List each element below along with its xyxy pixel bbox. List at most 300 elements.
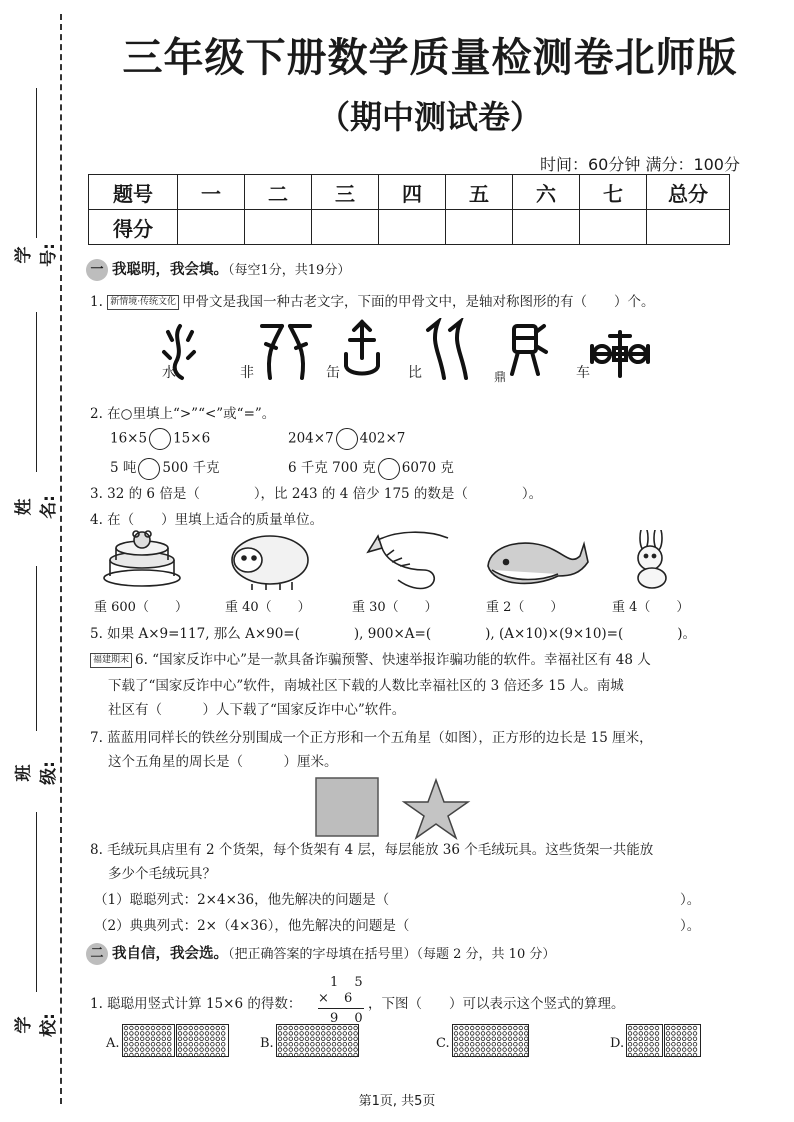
question-4: 4. 在（ ）里填上适合的质量单位。 [90, 512, 324, 528]
compare-item [110, 428, 210, 450]
grid-dot [497, 1037, 501, 1041]
question-6-line-2: 下载了“国家反诈中心”软件，南城社区下载的人数比幸福社区的 3 倍还多 15 人。南城 [108, 678, 624, 694]
grid-dot [514, 1042, 518, 1046]
grid-dot [327, 1042, 331, 1046]
grid-dot [688, 1042, 692, 1046]
class-label: 班级: [14, 761, 59, 785]
option-label[interactable]: C. [436, 1036, 450, 1051]
question-1-tag: 新情境·传统文化 [107, 295, 179, 310]
score-table [88, 174, 730, 245]
grid-dot [211, 1042, 215, 1046]
grid-dot [278, 1048, 282, 1052]
grid-dot [178, 1048, 182, 1052]
grid-dot [124, 1037, 128, 1041]
grid-dot [481, 1026, 485, 1030]
grid-dot [343, 1037, 347, 1041]
option-label[interactable]: D. [610, 1036, 625, 1051]
question-1 [90, 290, 655, 310]
grid-dot [519, 1042, 523, 1046]
grid-dot [162, 1048, 166, 1052]
grid-dot [289, 1037, 293, 1041]
grid-dot [514, 1048, 518, 1052]
grid-dot [284, 1032, 288, 1036]
grid-dot [178, 1032, 182, 1036]
grid-dot [634, 1037, 638, 1041]
grid-dot [321, 1048, 325, 1052]
student-id-label: 学号: [14, 243, 59, 267]
weight-label: 重 600（ ） [94, 600, 188, 615]
grid-dot [354, 1026, 358, 1030]
grid-dot [481, 1042, 485, 1046]
question-7-line-2: 这个五角星的周长是（ ）厘米。 [108, 754, 338, 770]
grid-dot [140, 1037, 144, 1041]
grid-dot [672, 1032, 676, 1036]
grid-dot [211, 1032, 215, 1036]
grid-dot [514, 1037, 518, 1041]
grid-dot [216, 1032, 220, 1036]
lobster-icon [368, 532, 448, 588]
grid-dot [492, 1042, 496, 1046]
binding-dashed-line [60, 14, 62, 1104]
grid-dot [688, 1026, 692, 1030]
grid-dot [205, 1032, 209, 1036]
grid-dot [124, 1048, 128, 1052]
grid-dot [194, 1037, 198, 1041]
grid-dot [682, 1042, 686, 1046]
grid-dot [305, 1026, 309, 1030]
question-6-text: 6. “国家反诈中心”是一款具备诈骗预警、快速举报诈骗功能的软件。幸福社区有 48 人 [135, 652, 651, 668]
grid-dot [644, 1037, 648, 1041]
grid-dot [289, 1032, 293, 1036]
grid-dot [682, 1026, 686, 1030]
grid-dot [205, 1026, 209, 1030]
grid-dot [221, 1026, 225, 1030]
vertical-result: 9 0 [330, 1011, 369, 1026]
grid-dot [316, 1048, 320, 1052]
question-8-sub-1-end: ）。 [680, 892, 701, 908]
grid-dot [644, 1048, 648, 1052]
grid-dot [162, 1026, 166, 1030]
grid-dot [332, 1032, 336, 1036]
rabbit-icon [638, 530, 666, 588]
score-cell[interactable] [245, 210, 312, 245]
school-label: 学校: [14, 1013, 59, 1037]
grid-dot [465, 1042, 469, 1046]
grid-dot [639, 1032, 643, 1036]
grid-dot [194, 1032, 198, 1036]
grid-dot [677, 1042, 681, 1046]
option-label[interactable]: A. [106, 1036, 120, 1051]
grid-dot [460, 1048, 464, 1052]
grid-dot [321, 1042, 325, 1046]
score-header-cell: 一 [178, 175, 245, 210]
grid-dot [338, 1042, 342, 1046]
grid-dot [508, 1048, 512, 1052]
compare-left: 16×5 [110, 430, 148, 447]
name-line [36, 312, 37, 472]
score-cell[interactable] [312, 210, 379, 245]
grid-dot [289, 1042, 293, 1046]
grid-dot [294, 1032, 298, 1036]
grid-dot [184, 1037, 188, 1041]
grid-dot [157, 1026, 161, 1030]
grid-dot [216, 1037, 220, 1041]
compare-item [110, 456, 219, 480]
grid-dot [311, 1032, 315, 1036]
score-cell[interactable] [647, 210, 730, 245]
section-2-header [86, 942, 555, 965]
question-8-sub-1: （1）聪聪列式：2×4×36，他先解决的问题是（ [94, 892, 390, 908]
grid-dot [316, 1037, 320, 1041]
grid-dot [157, 1037, 161, 1041]
grid-dot [524, 1042, 528, 1046]
grid-dot [514, 1026, 518, 1030]
score-header-cell: 三 [312, 175, 379, 210]
grid-dot [348, 1037, 352, 1041]
grid-dot [465, 1026, 469, 1030]
grid-dot [157, 1032, 161, 1036]
grid-dot [503, 1037, 507, 1041]
grid-dot [634, 1032, 638, 1036]
section-1-note: （每空1分，共19分） [228, 263, 351, 278]
grid-dot [338, 1026, 342, 1030]
page-footer: 第1页, 共5页 [358, 1094, 436, 1109]
grid-dot [476, 1032, 480, 1036]
grid-dot [470, 1048, 474, 1052]
grid-dot [348, 1026, 352, 1030]
grid-dot [157, 1048, 161, 1052]
grid-dot [688, 1037, 692, 1041]
grid-dot [205, 1037, 209, 1041]
grid-dot [470, 1032, 474, 1036]
grid-dot [693, 1037, 697, 1041]
grid-dot [311, 1037, 315, 1041]
grid-dot [465, 1037, 469, 1041]
grid-dot [189, 1037, 193, 1041]
grid-dot [487, 1032, 491, 1036]
grid-dot [688, 1032, 692, 1036]
score-cell[interactable] [178, 210, 245, 245]
grid-dot [189, 1048, 193, 1052]
grid-dot [470, 1042, 474, 1046]
grid-dot [343, 1042, 347, 1046]
grid-dot [508, 1026, 512, 1030]
grid-dot [454, 1048, 458, 1052]
school-line [36, 812, 37, 992]
grid-dot [639, 1042, 643, 1046]
grid-dot [221, 1042, 225, 1046]
glyph-che-icon [592, 332, 648, 376]
grid-dot [294, 1026, 298, 1030]
square-shape [316, 778, 378, 836]
question-6-tag: 福建期末 [90, 653, 132, 668]
question-1-text: 甲骨文是我国一种古老文字，下面的甲骨文中，是轴对称图形的有（ ）个。 [182, 294, 655, 310]
grid-dot [289, 1048, 293, 1052]
name-label: 姓名: [14, 495, 59, 519]
grid-dot [135, 1048, 139, 1052]
question-9-text-before: 1. 聪聪用竖式计算 15×6 的得数： [90, 996, 302, 1012]
grid-dot [650, 1026, 654, 1030]
grid-dot [130, 1048, 134, 1052]
grid-dot [184, 1048, 188, 1052]
grid-dot [316, 1026, 320, 1030]
grid-dot [470, 1026, 474, 1030]
grid-dot [524, 1037, 528, 1041]
weight-label: 重 4（ ） [612, 600, 690, 615]
question-7-line-1: 7. 蓝蓝用同样长的铁丝分别围成一个正方形和一个五角星（如图），正方形的边长是 15 厘米， [90, 730, 653, 746]
compare-item [288, 428, 405, 450]
grid-dot [693, 1026, 697, 1030]
grid-dot [146, 1026, 150, 1030]
grid-dot [693, 1048, 697, 1052]
grid-dot [503, 1042, 507, 1046]
grid-dot [178, 1037, 182, 1041]
grid-dot [327, 1032, 331, 1036]
grid-dot [332, 1026, 336, 1030]
grid-dot [644, 1026, 648, 1030]
grid-dot [519, 1026, 523, 1030]
option-c-dot-grid[interactable] [452, 1024, 530, 1058]
grid-dot [151, 1026, 155, 1030]
grid-dot [460, 1037, 464, 1041]
score-header-cell: 六 [513, 175, 580, 210]
section-2-note: （把正确答案的字母填在括号里）（每题 2 分，共 10 分） [228, 947, 556, 962]
grid-dot [519, 1032, 523, 1036]
grid-dot [465, 1048, 469, 1052]
grid-dot [492, 1048, 496, 1052]
grid-dot [476, 1026, 480, 1030]
option-b-dot-grid[interactable] [276, 1024, 360, 1058]
compare-right: 402×7 [359, 430, 406, 447]
grid-dot [178, 1042, 182, 1046]
section-1-header [86, 258, 350, 281]
question-8-sub-2: （2）典典列式：2×（4×36），他先解决的问题是（ [94, 918, 410, 934]
score-header-cell: 总分 [647, 175, 730, 210]
grid-dot [487, 1042, 491, 1046]
score-header-cell: 二 [245, 175, 312, 210]
grid-dot [343, 1048, 347, 1052]
section-2-badge: 二 [86, 943, 108, 965]
grid-dot [300, 1042, 304, 1046]
grid-dot [130, 1042, 134, 1046]
grid-dot [140, 1042, 144, 1046]
grid-dot [194, 1026, 198, 1030]
grid-dot [135, 1026, 139, 1030]
grid-dot [655, 1037, 659, 1041]
question-6-line-3: 社区有（ ）人下载了“国家反诈中心”软件。 [108, 702, 406, 718]
grid-dot [178, 1026, 182, 1030]
vertical-operator: × [318, 991, 335, 1006]
grid-dot [644, 1042, 648, 1046]
grid-dot [338, 1037, 342, 1041]
compare-item [288, 456, 454, 480]
grid-dot [167, 1042, 171, 1046]
grid-dot [151, 1042, 155, 1046]
grid-dot [492, 1037, 496, 1041]
question-2: 2. 在○里填上“>”“<”或“=”。 [90, 406, 276, 422]
grid-dot [354, 1048, 358, 1052]
grid-dot [677, 1048, 681, 1052]
grid-dot [200, 1032, 204, 1036]
grid-dot [492, 1026, 496, 1030]
grid-dot [634, 1026, 638, 1030]
grid-dot [348, 1048, 352, 1052]
grid-dot [294, 1048, 298, 1052]
star-shape [404, 780, 468, 838]
time-info: 时间：60分钟 满分：100分 [540, 155, 740, 174]
grid-dot [305, 1042, 309, 1046]
score-header-cell: 七 [580, 175, 647, 210]
grid-dot [454, 1032, 458, 1036]
grid-dot [200, 1048, 204, 1052]
compare-circle[interactable] [336, 428, 358, 450]
grid-dot [289, 1026, 293, 1030]
grid-dot [628, 1037, 632, 1041]
grid-dot [300, 1048, 304, 1052]
grid-dot [666, 1048, 670, 1052]
grid-dot [524, 1048, 528, 1052]
grid-dot [200, 1042, 204, 1046]
grid-dot [146, 1042, 150, 1046]
grid-dot [284, 1042, 288, 1046]
grid-dot [278, 1042, 282, 1046]
grid-dot [284, 1037, 288, 1041]
grid-dot [327, 1048, 331, 1052]
glyph-label: 水 [162, 365, 176, 381]
grid-dot [135, 1042, 139, 1046]
score-cell[interactable] [446, 210, 513, 245]
grid-dot [508, 1042, 512, 1046]
grid-dot [519, 1048, 523, 1052]
grid-dot [338, 1048, 342, 1052]
grid-dot [672, 1037, 676, 1041]
grid-dot [294, 1037, 298, 1041]
grid-dot [497, 1042, 501, 1046]
grid-dot [278, 1032, 282, 1036]
compare-circle[interactable] [138, 458, 160, 480]
grid-dot [162, 1037, 166, 1041]
grid-dot [221, 1037, 225, 1041]
grid-dot [221, 1032, 225, 1036]
score-header-cell: 题号 [89, 175, 178, 210]
grid-dot [628, 1042, 632, 1046]
grid-dot [682, 1048, 686, 1052]
grid-dot [481, 1048, 485, 1052]
grid-dot [354, 1042, 358, 1046]
grid-dot [677, 1037, 681, 1041]
option-d-dot-grid[interactable] [626, 1024, 702, 1058]
score-cell[interactable] [580, 210, 647, 245]
grid-dot [316, 1032, 320, 1036]
grid-dot [167, 1026, 171, 1030]
grid-dot [628, 1026, 632, 1030]
grid-dot [311, 1048, 315, 1052]
section-2-title: 我自信，我会选。 [112, 946, 228, 962]
grid-dot [688, 1048, 692, 1052]
score-header-cell: 四 [379, 175, 446, 210]
grid-dot [140, 1032, 144, 1036]
grid-dot [639, 1037, 643, 1041]
grid-dot [682, 1032, 686, 1036]
grid-dot [503, 1048, 507, 1052]
section-1-title: 我聪明，我会填。 [112, 262, 228, 278]
grid-dot [124, 1026, 128, 1030]
grid-dot [693, 1042, 697, 1046]
weight-label: 重 30（ ） [352, 600, 438, 615]
grid-dot [305, 1048, 309, 1052]
grid-dot [321, 1037, 325, 1041]
grid-dot [519, 1037, 523, 1041]
grid-dot [476, 1042, 480, 1046]
section-1-badge: 一 [86, 259, 108, 281]
grid-dot [672, 1042, 676, 1046]
grid-dot [124, 1042, 128, 1046]
vertical-rule [318, 1008, 364, 1009]
grid-dot [305, 1037, 309, 1041]
grid-dot [487, 1026, 491, 1030]
glyph-label: 车 [576, 365, 590, 381]
square-and-star-figure [314, 776, 474, 840]
grid-dot [682, 1037, 686, 1041]
grid-dot [211, 1026, 215, 1030]
score-cell[interactable] [513, 210, 580, 245]
compare-circle[interactable] [149, 428, 171, 450]
score-header-cell: 五 [446, 175, 513, 210]
grid-dot [503, 1032, 507, 1036]
compare-right: 6070 克 [401, 460, 454, 476]
grid-dot [348, 1042, 352, 1046]
grid-dot [200, 1026, 204, 1030]
score-header-row [89, 175, 730, 210]
student-id-line [36, 88, 37, 238]
compare-left: 5 吨 [110, 460, 137, 476]
option-label[interactable]: B. [260, 1036, 274, 1051]
grid-dot [146, 1037, 150, 1041]
grid-dot [124, 1032, 128, 1036]
vertical-top: 1 5 [330, 975, 369, 990]
grid-dot [167, 1032, 171, 1036]
question-1-number: 1. [90, 294, 103, 310]
question-8-line-1: 8. 毛绒玩具店里有 2 个货架，每个货架有 4 层，每层能放 36 个毛绒玩具。这些货架一共能放 [90, 842, 654, 858]
grid-dot [634, 1042, 638, 1046]
weight-pictures [100, 530, 700, 592]
whale-icon [488, 543, 588, 583]
grid-dot [628, 1032, 632, 1036]
grid-dot [650, 1048, 654, 1052]
cake-icon [104, 531, 180, 586]
compare-circle[interactable] [378, 458, 400, 480]
grid-dot [655, 1032, 659, 1036]
grid-dot [200, 1037, 204, 1041]
grid-dot [508, 1032, 512, 1036]
grid-dot [140, 1026, 144, 1030]
score-cell[interactable] [379, 210, 446, 245]
compare-right: 500 千克 [162, 460, 220, 476]
option-a-dot-grid[interactable] [122, 1024, 230, 1058]
grid-dot [672, 1026, 676, 1030]
grid-dot [354, 1037, 358, 1041]
grid-dot [146, 1048, 150, 1052]
sheep-icon [232, 536, 308, 590]
grid-dot [672, 1048, 676, 1052]
vertical-middle: 6 [344, 991, 359, 1006]
grid-dot [157, 1042, 161, 1046]
score-row-label: 得分 [89, 210, 178, 245]
grid-dot [655, 1042, 659, 1046]
glyph-label: 鼎 [494, 370, 507, 384]
grid-dot [628, 1048, 632, 1052]
grid-dot [327, 1037, 331, 1041]
